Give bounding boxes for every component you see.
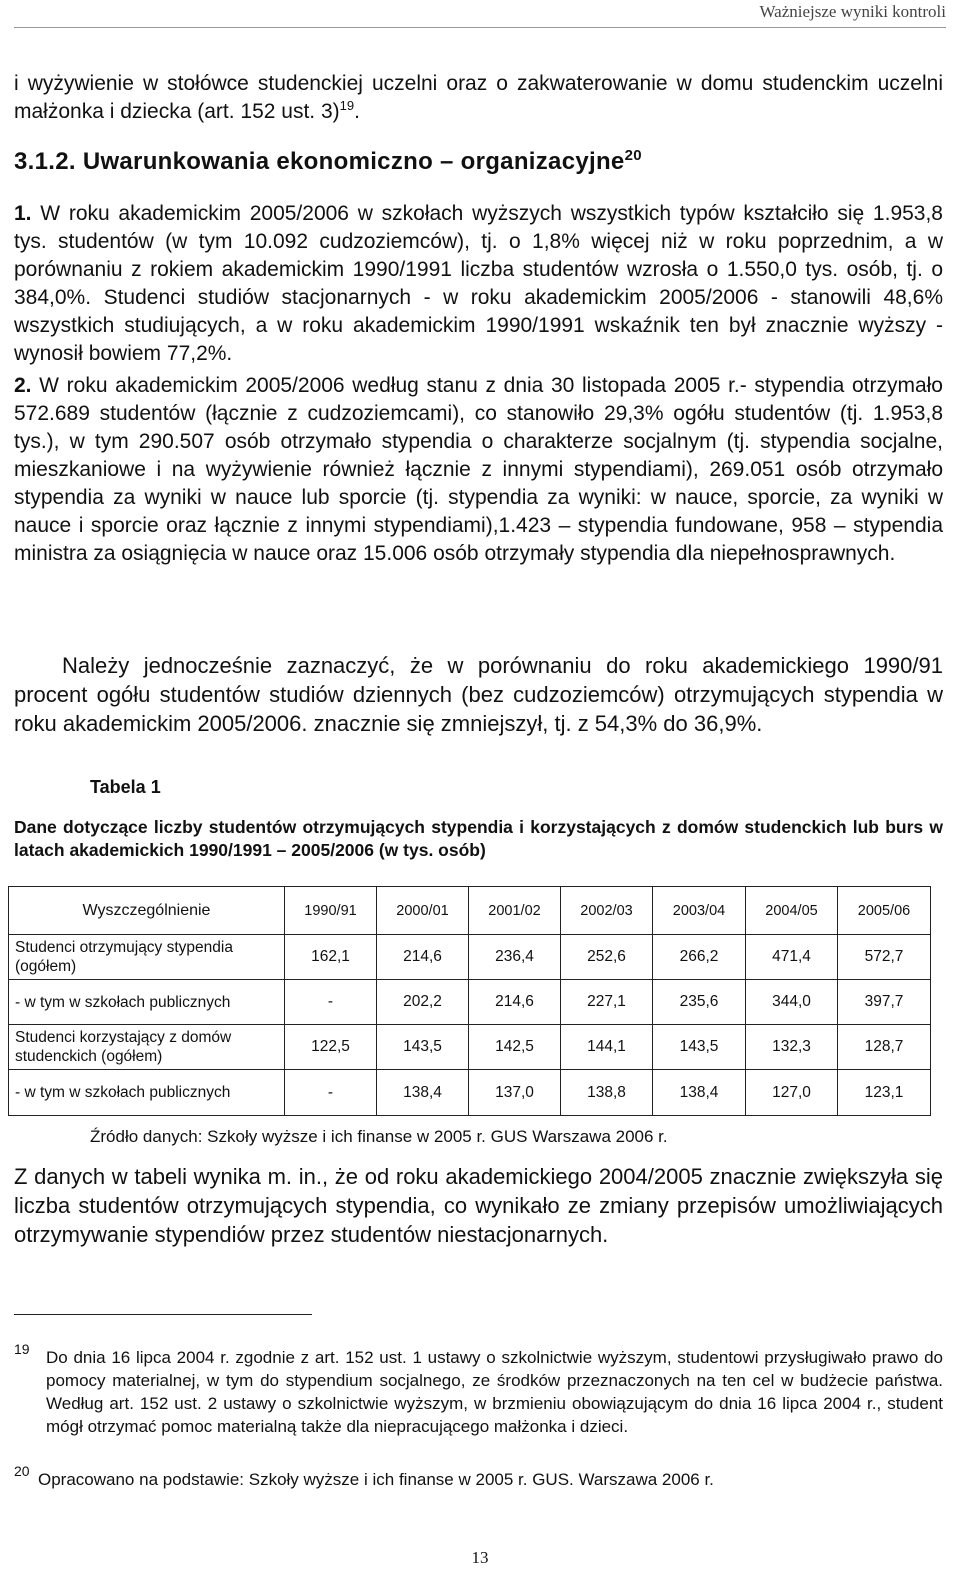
table-cell: 143,5 [653,1025,746,1070]
row-label: - w tym w szkołach publicznych [9,1070,285,1116]
column-header: 2000/01 [377,887,469,935]
table-cell: 572,7 [838,935,931,980]
table-cell: 138,4 [653,1070,746,1116]
point-number: 2. [14,374,32,397]
point-text: W roku akademickim 2005/2006 w szkołach wyższych wszystkich typów kształciło się 1.953,8 tys. studentów (w tym 10.092 cudzoziemców), tj. o 1,8% więcej niż w roku poprzednim, a w porównaniu z rokiem akademickim 1990/1991 liczba studentów wzrosła o 1.550,0 tys. osób, tj. o 384,0%. Studenci studiów stacjonarnych - w roku akademickim 2005/2006 - stanowili 48,6% wszystkich studiujących, a w roku akademickim 1990/1991 wskaźnik ten był znacznie wyższy - wynosił bowiem 77,2%. [14,202,943,365]
table-cell: 143,5 [377,1025,469,1070]
table-cell: 214,6 [469,980,561,1025]
column-header: 1990/91 [285,887,377,935]
intro-paragraph [14,70,943,126]
column-header: 2001/02 [469,887,561,935]
table-cell: 397,7 [838,980,931,1025]
table-cell: 122,5 [285,1025,377,1070]
intro-text: i wyżywienie w stołówce studenckiej uczelni oraz o zakwaterowanie w domu studenckim uczelni małżonka i dziecka (art. 152 ust. 3) [14,72,943,123]
intro-end: . [354,100,360,123]
table-cell: 266,2 [653,935,746,980]
column-header: 2003/04 [653,887,746,935]
table-cell: 214,6 [377,935,469,980]
table-cell: 128,7 [838,1025,931,1070]
table-cell: 138,8 [561,1070,653,1116]
note-paragraph [14,651,943,738]
table-cell: 138,4 [377,1070,469,1116]
table-cell: 144,1 [561,1025,653,1070]
running-head: Ważniejsze wyniki kontroli [759,2,946,21]
table-cell: - [285,980,377,1025]
column-header: 2005/06 [838,887,931,935]
table-source: Źródło danych: Szkoły wyższe i ich finanse w 2005 r. GUS Warszawa 2006 r. [90,1127,668,1146]
data-table [8,886,931,1116]
row-label: Studenci korzystający z domów studenckich (ogółem) [9,1025,285,1070]
table-row [9,1025,931,1070]
column-header: 2002/03 [561,887,653,935]
table-row [9,1070,931,1116]
table-row [9,980,931,1025]
page-number: 13 [471,1548,489,1567]
row-label: Studenci otrzymujący stypendia (ogółem) [9,935,285,980]
column-header: Wyszczególnienie [9,887,285,935]
table-cell: 236,4 [469,935,561,980]
table-cell: 344,0 [746,980,838,1025]
footnote-separator [14,1314,312,1315]
point-text: W roku akademickim 2005/2006 według stanu z dnia 30 listopada 2005 r.- stypendia otrzymało 572.689 studentów (łącznie z cudzoziemcami), co stanowiło 29,3% ogółu studentów (tj. 1.953,8 tys.), w tym 290.507 osób otrzymało stypendia o charakterze socjalnym (tj. stypendia socjalne, mieszkaniowe i na wyżywienie również łącznie z innymi stypendiami), 269.051 osób otrzymało stypendia za wyniki w nauce lub sporcie (tj. stypendia za wyniki: w nauce, sporcie, za wyniki w nauce i sporcie oraz łącznie z innymi stypendiami),1.423 – stypendia fundowane, 958 – stypendia ministra za osiągnięcia w nauce oraz 15.006 osób otrzymały stypendia dla niepełnosprawnych. [14,374,943,565]
footnote-19 [14,1341,943,1438]
table-title: Dane dotyczące liczby studentów otrzymujących stypendia i korzystających z domów studenckich lub burs w latach akademickich 1990/1991 – 2005/2006 (w tys. osób) [14,817,943,860]
footnote-number: 20 [14,1463,30,1479]
column-header: 2004/05 [746,887,838,935]
row-label: - w tym w szkołach publicznych [9,980,285,1025]
table-cell: 227,1 [561,980,653,1025]
table-cell: 137,0 [469,1070,561,1116]
footnote-ref-19[interactable]: 19 [339,98,355,113]
note-text: Należy jednocześnie zaznaczyć, że w porównaniu do roku akademickiego 1990/91 procent ogółu studentów studiów dziennych (bez cudzoziemców) otrzymujących stypendia w roku akademickim 2005/2006. znacznie się zmniejszył, tj. z 54,3% do 36,9%. [14,653,943,736]
footnote-20 [14,1463,943,1491]
table-cell: - [285,1070,377,1116]
footnote-text: Opracowano na podstawie: Szkoły wyższe i ich finanse w 2005 r. GUS. Warszawa 2006 r. [38,1470,714,1489]
table-cell: 162,1 [285,935,377,980]
header-rule [14,27,946,28]
numbered-points [14,200,943,568]
table-row [9,935,931,980]
table-cell: 471,4 [746,935,838,980]
footnote-number: 19 [14,1341,30,1357]
point-number: 1. [14,202,32,225]
section-heading [14,148,642,176]
table-cell: 235,6 [653,980,746,1025]
table-cell: 127,0 [746,1070,838,1116]
table-cell: 123,1 [838,1070,931,1116]
conclusion-paragraph [14,1162,943,1249]
table-cell: 202,2 [377,980,469,1025]
point-1 [14,200,943,368]
section-title: 3.1.2. Uwarunkowania ekonomiczno – organizacyjne [14,148,625,175]
table-cell: 132,3 [746,1025,838,1070]
table-cell: 142,5 [469,1025,561,1070]
table-label: Tabela 1 [90,777,161,797]
conclusion-text: Z danych w tabeli wynika m. in., że od roku akademickiego 2004/2005 znacznie zwiększyła się liczba studentów otrzymujących stypendia, co wynikało ze zmiany przepisów umożliwiających otrzymywanie stypendiów przez studentów niestacjonarnych. [14,1164,943,1247]
footnote-ref-20[interactable]: 20 [624,147,642,164]
footnote-text: Do dnia 16 lipca 2004 r. zgodnie z art. 152 ust. 1 ustawy o szkolnictwie wyższym, studentowi przysługiwało prawo do pomocy materialnej, w tym do stypendium socjalnego, ze środków przeznaczonych na ten cel w budżecie państwa. Według art. 152 ust. 2 ustawy o szkolnictwie wyższym, w brzmieniu obowiązującym do dnia 16 lipca 2004 r., student mógł otrzymać pomoc materialną także dla niepracującego małżonka i dzieci. [46,1348,943,1436]
table-cell: 252,6 [561,935,653,980]
table-header-row [9,887,931,935]
point-2 [14,372,943,568]
